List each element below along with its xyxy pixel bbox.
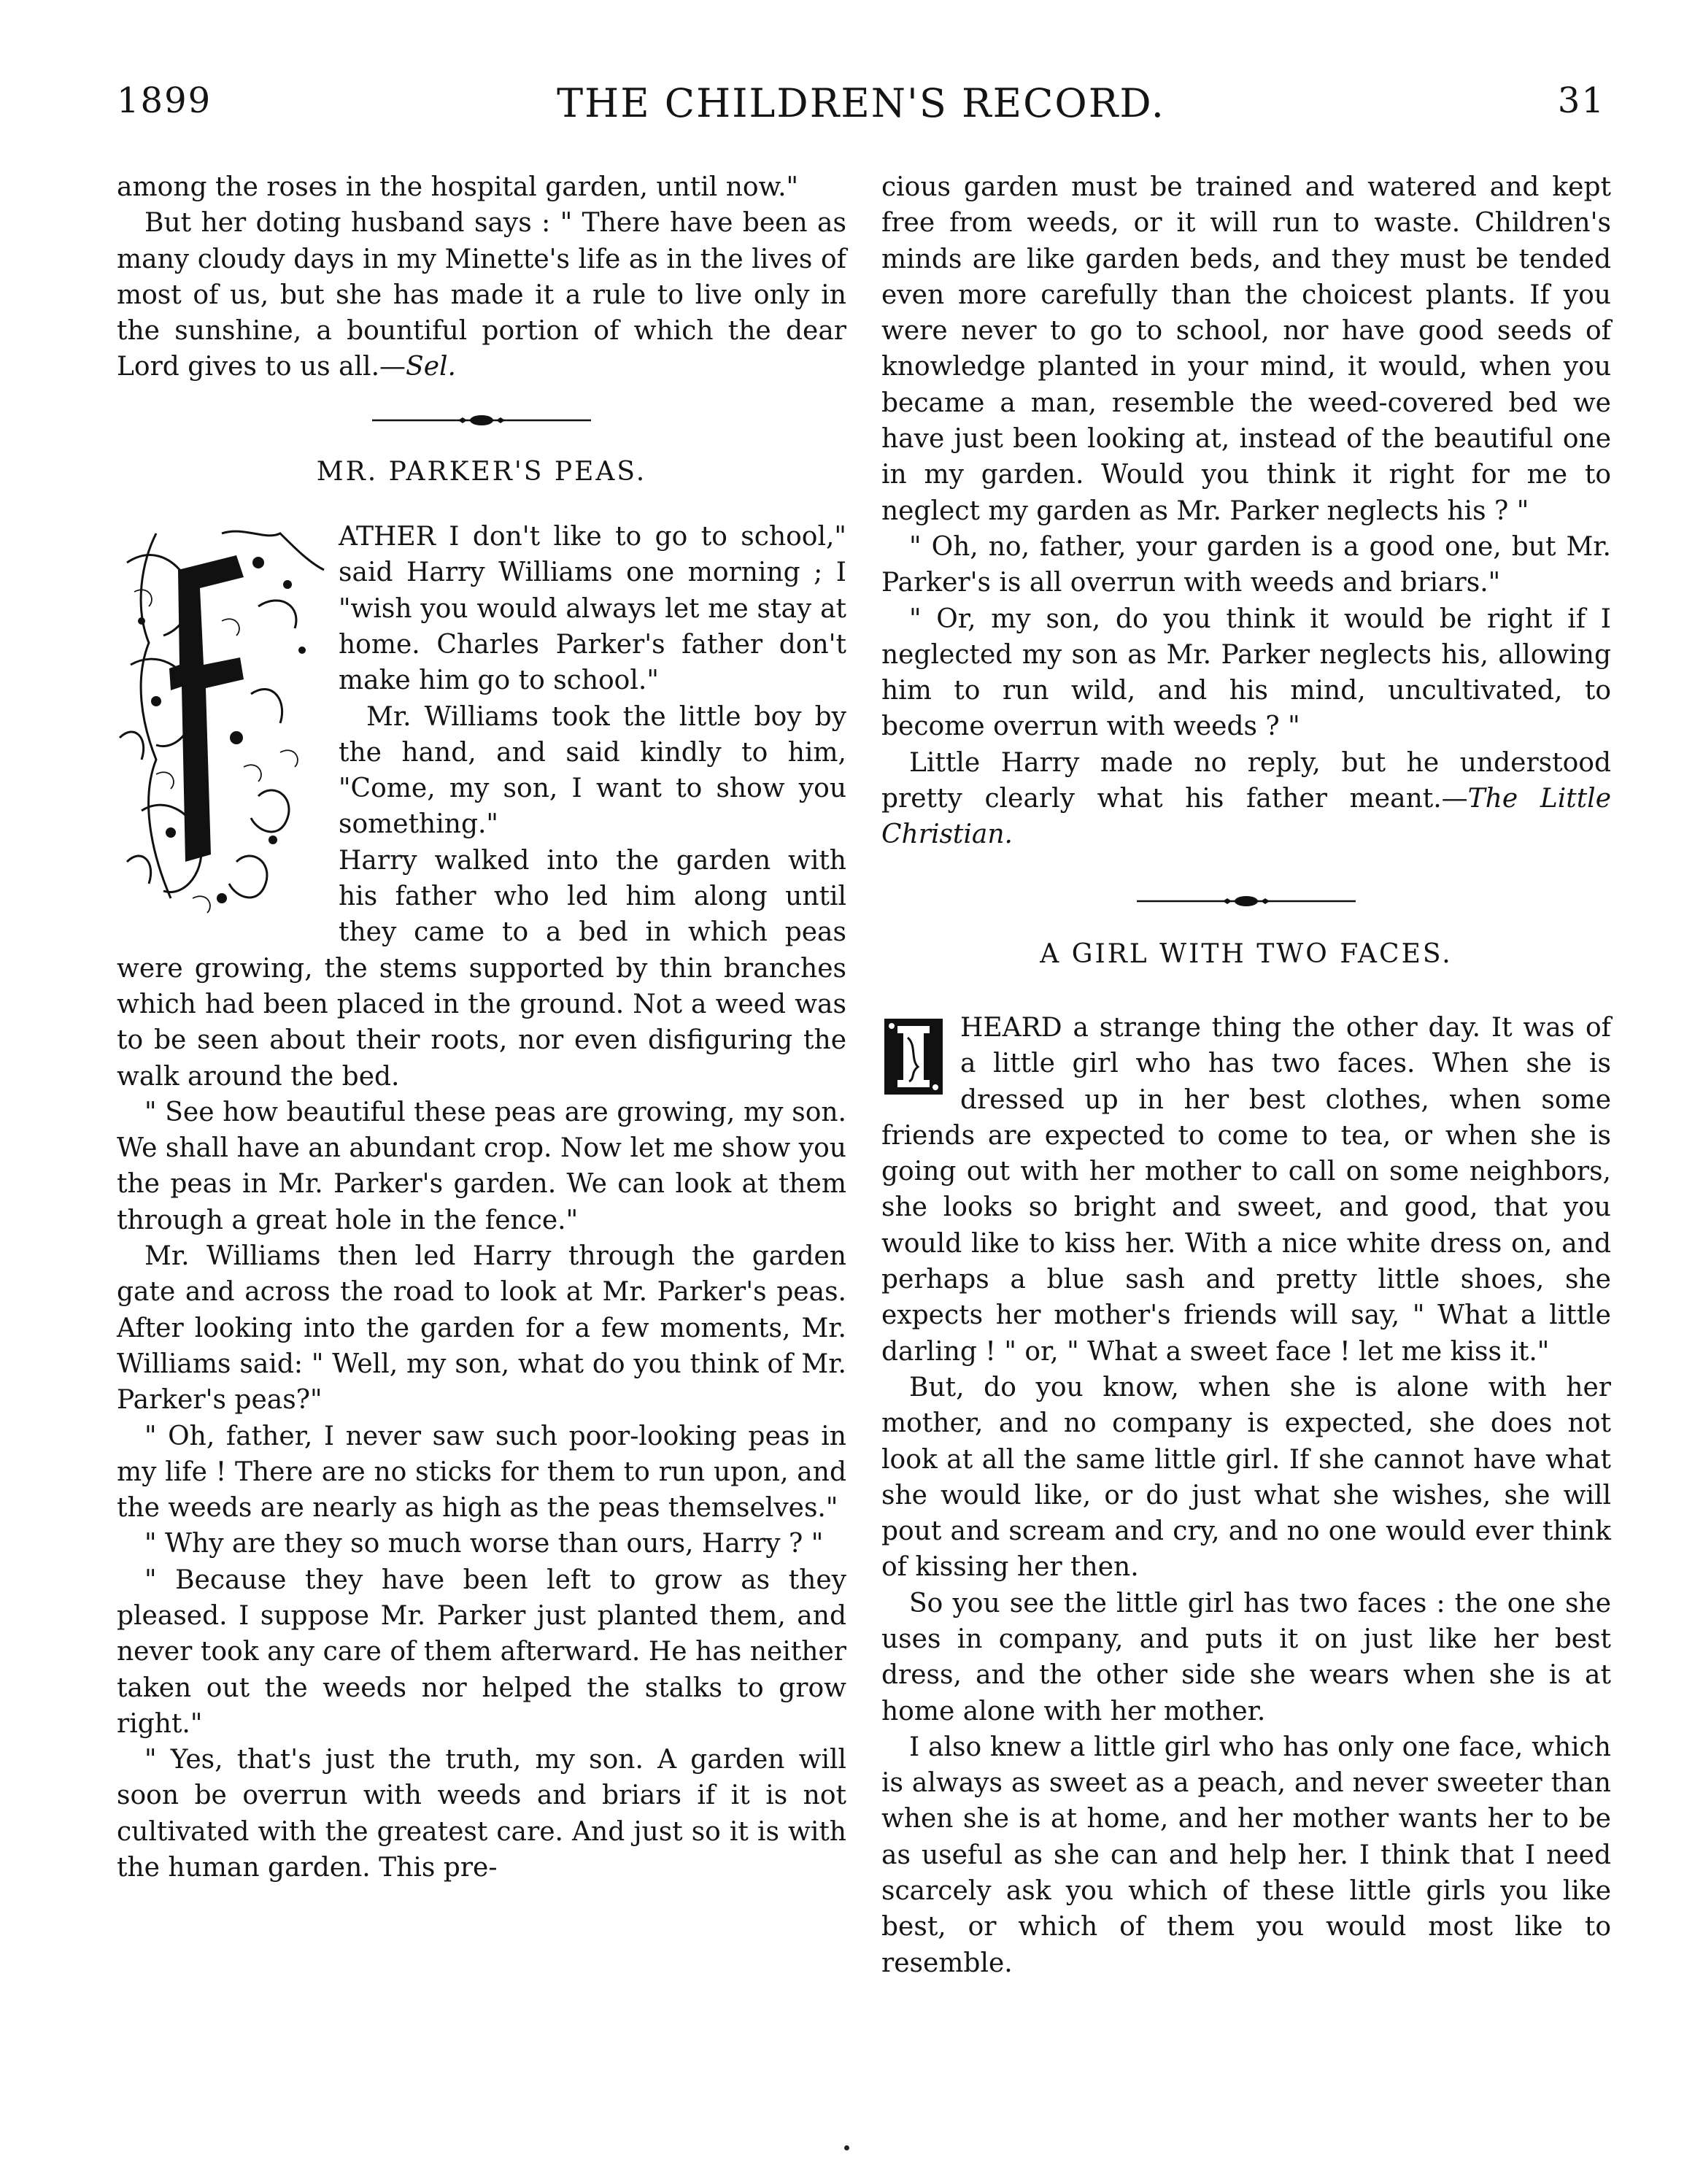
story-paragraph: cious garden must be trained and watered and kept free from weeds, or it will run to waste. Children's minds are like garden beds, and they must be tended even more carefully than the choicest plants. If you were never to go to school, nor have good seeds of knowledge planted in your mind, it would, when you became a man, resemble the weed-covered bed we have just been looking at, instead of the beautiful one in my garden. Would you think it right for me to neglect my garden as Mr. Parker neglects his ? " <box>881 172 1611 526</box>
story-paragraph: But, do you know, when she is alone with her mother, and no company is expected, she does not look at all the same little girl. If she cannot have what she would like, or do just what she wishes, she will pout and scream and cry, and no one would ever think of kissing her then. <box>881 1372 1611 1583</box>
right-column <box>881 169 1611 1981</box>
header-year: 1899 <box>117 80 212 121</box>
story-title: A GIRL WITH TWO FACES. <box>1040 938 1453 969</box>
left-column <box>117 169 846 1886</box>
story-paragraph: " Oh, no, father, your garden is a good one, but Mr. Parker's is all overrun with weeds and briars." <box>881 531 1611 598</box>
story-paragraph: I also knew a little girl who has only one face, which is always as sweet as a peach, and never sweeter than when she is at home, and her mother wants her to be as useful as she can and help her. I think that I need scarcely ask you which of these little girls you like best, or which of them you would most like to resemble. <box>881 1732 1611 1978</box>
decorative-letter-i-icon <box>881 1016 946 1097</box>
section-divider <box>117 404 846 436</box>
dropcap-letter-i <box>881 1016 946 1097</box>
source-credit: Sel. <box>406 352 456 382</box>
story-paragraph: " Yes, that's just the truth, my son. A garden will soon be overrun with weeds and briars if it is not cultivated with the greatest care. And just so it is with the human garden. This pre- <box>117 1745 846 1883</box>
story-paragraph: Harry walked into the garden with his father who led him along until they came to a bed in which peas were growing, the stems supported by thin branches which had been placed in the ground. Not a weed was to be seen about their roots, nor even disfiguring the walk around the bed. <box>117 845 846 1092</box>
continued-paragraph <box>117 205 846 385</box>
story-paragraph: So you see the little girl has two faces : the one she uses in company, and puts it on just like her best dress, and the other side she wears when she is at home alone with her mother. <box>881 1588 1611 1726</box>
paragraph-text: But her doting husband says : " There have been as many cloudy days in my Minette's life as in the lives of most of us, but she has made it a rule to live only in the sunshine, a bountiful portion of which the dear Lord gives to us all.— <box>117 208 846 382</box>
story-paragraph: " Or, my son, do you think it would be right if I neglected my son as Mr. Parker neglects his, allowing him to run wild, and his mind, uncultivated, to become overrun with weeds ? " <box>881 603 1611 742</box>
publication-title: THE CHILDREN'S RECORD. <box>557 80 1165 126</box>
continued-paragraph: among the roses in the hospital garden, until now." <box>117 172 799 202</box>
story-paragraph: HEARD a strange thing the other day. It was of a little girl who has two faces. When she is dressed up in her best clothes, when some friends are expected to come to tea, or when she is going out with her mother to call on some neighbors, she looks so bright and sweet, and good, that you would like to kiss her. With a nice white dress on, and perhaps a blue sash and pretty little shoes, she expects her mother's friends will say, " What a little darling ! " or, " What a sweet face ! let me kiss it." <box>881 1012 1611 1367</box>
story-paragraph: Mr. Williams took the little boy by the hand, and said kindly to him, "Come, my son, I want to show you something." <box>339 701 846 840</box>
story-paragraph: ATHER I don't like to go to school," said Harry Williams one morning ; I "wish you would always let me stay at home. Charles Parker's father don't make him go to school." <box>339 522 846 696</box>
story-paragraph: " Because they have been left to grow as they pleased. I suppose Mr. Parker just planted them, and never took any care of them afterward. He has neither taken out the weeds nor helped the stalks to grow right." <box>117 1564 846 1739</box>
ornament-rule-icon <box>1137 894 1356 908</box>
ornament-rule-icon <box>372 413 591 428</box>
page-header <box>117 80 1605 139</box>
story-title: MR. PARKER'S PEAS. <box>316 456 647 487</box>
section-divider <box>881 885 1611 917</box>
paragraph-text: Little Harry made no reply, but he understood pretty clearly what his father meant.— <box>881 747 1611 814</box>
story-paragraph: " See how beautiful these peas are growing, my son. We shall have an abundant crop. Now let me show you the peas in Mr. Parker's garden. We can look at them through a great hole in the fence." <box>117 1097 846 1235</box>
story-paragraph: " Why are they so much worse than ours, Harry ? " <box>144 1529 824 1559</box>
page-mark <box>844 2145 849 2150</box>
page-number: 31 <box>1557 80 1605 121</box>
story-paragraph <box>881 745 1611 853</box>
story-paragraph: " Oh, father, I never saw such poor-looking peas in my life ! There are no sticks for them to run upon, and the weeds are nearly as high as the peas themselves." <box>117 1421 846 1524</box>
story-paragraph: Mr. Williams then led Harry through the garden gate and across the road to look at Mr. Parker's peas. After looking into the garden for a few moments, Mr. Williams said: " Well, my son, what do you think of Mr. Parker's peas?" <box>117 1241 846 1416</box>
source-credit: The Little Christian. <box>881 784 1611 850</box>
ornamental-letter-f-icon <box>112 519 331 927</box>
ornate-dropcap-letter-f <box>112 519 331 927</box>
